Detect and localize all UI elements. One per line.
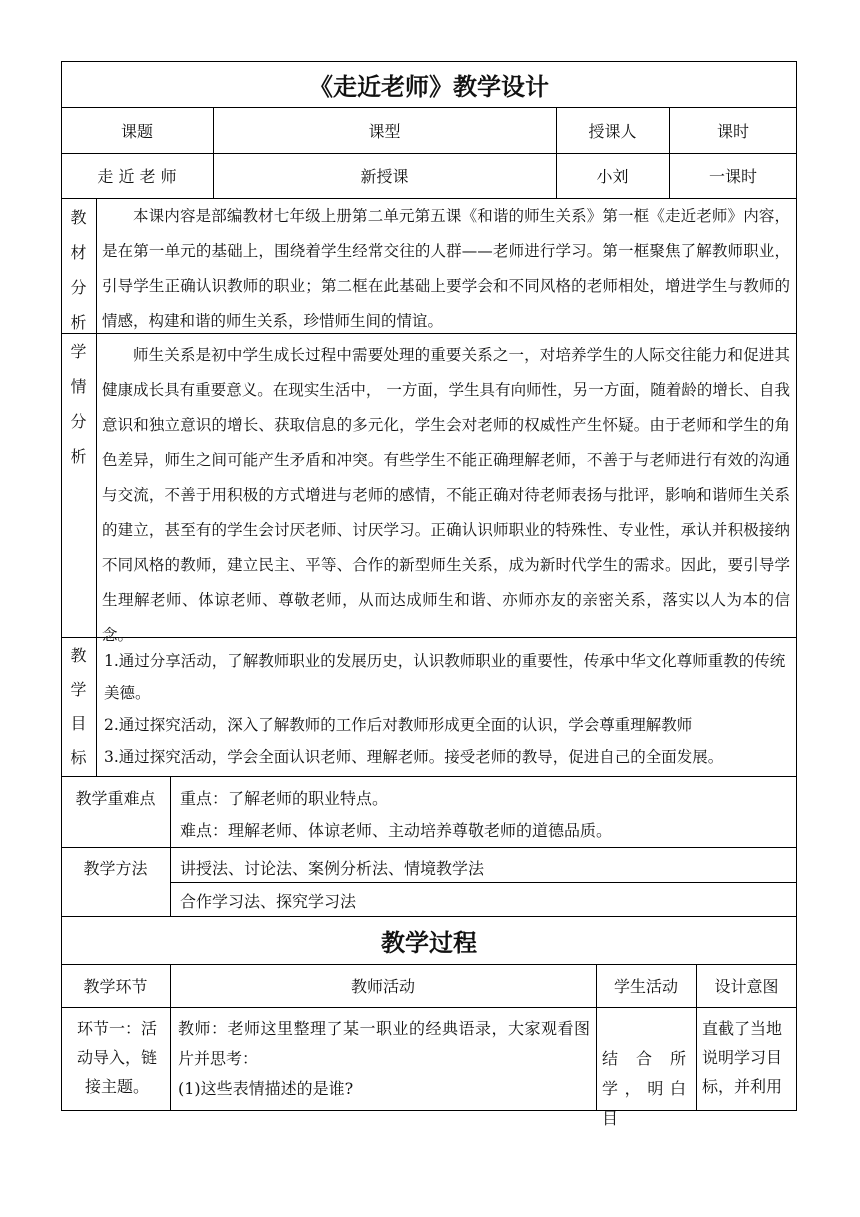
process-title: 教学过程 bbox=[381, 928, 477, 957]
info-topic: 走 近 老 师 bbox=[97, 167, 177, 186]
process-header-step: 教学环节 bbox=[83, 977, 148, 996]
info-teacher: 小刘 bbox=[596, 167, 629, 186]
methods-teach: 讲授法、讨论法、案例分析法、情境教学法 bbox=[180, 859, 485, 878]
process-header-student: 学生活动 bbox=[613, 977, 678, 996]
material-text: 本课内容是部编教材七年级上册第二单元第五课《和谐的师生关系》第一框《走近老师》内容，是在第一单元的基础上，围绕着学生经常交往的人群——老师进行学习。第一框聚焦了解教师职业，引导学生正确认识教师的职业；第二框在此基础上要学会和不同风格的老师相处，增进学生与教师的情感，构建和谐的师生关系，珍惜师生间的情谊。 bbox=[102, 207, 790, 330]
goal-item: 1.通过分享活动，了解教师职业的发展历史，认识教师职业的重要性，传承中华文化尊师重教的传统美德。 bbox=[104, 652, 786, 702]
keypoints-label: 教学重难点 bbox=[75, 789, 156, 808]
info-type: 新授课 bbox=[360, 167, 409, 186]
process-student-1: 结合所学，明白目 bbox=[602, 1049, 690, 1128]
methods-learn: 合作学习法、探究学习法 bbox=[180, 892, 357, 911]
goals-label: 教 学 目 标 bbox=[70, 646, 87, 767]
students-label: 学 情 分 析 bbox=[70, 342, 87, 466]
process-header-teacher: 教师活动 bbox=[350, 977, 415, 996]
header-teacher: 授课人 bbox=[588, 121, 637, 141]
goals-list bbox=[104, 645, 792, 773]
process-teacher-1: 教师：老师这里整理了某一职业的经典语录，大家观看图片并思考： (1)这些表情描述的是谁? bbox=[178, 1019, 590, 1098]
keypoint-difficult: 难点：理解老师、体谅老师、主动培养尊敬老师的道德品质。 bbox=[180, 821, 613, 840]
process-intent-1: 直截了当地说明学习目标，并利用 bbox=[702, 1019, 783, 1096]
process-header-intent: 设计意图 bbox=[714, 977, 779, 996]
header-type: 课型 bbox=[368, 121, 401, 141]
page-title: 《走近老师》教学设计 bbox=[309, 72, 549, 101]
goal-item: 3.通过探究活动，学会全面认识老师、理解老师。接受老师的教导，促进自己的全面发展。 bbox=[104, 748, 724, 766]
goal-item: 2.通过探究活动，深入了解教师的工作后对教师形成更全面的认识，学会尊重理解教师 bbox=[104, 716, 693, 734]
keypoint-key: 重点：了解老师的职业特点。 bbox=[180, 789, 389, 808]
methods-label: 教学方法 bbox=[83, 859, 148, 878]
header-topic: 课题 bbox=[120, 121, 153, 141]
material-label: 教 材 分 析 bbox=[70, 208, 87, 332]
header-hours: 课时 bbox=[716, 121, 749, 141]
info-hours: 一课时 bbox=[708, 167, 757, 186]
process-step-1: 环节一：活动导入，链接主题。 bbox=[76, 1019, 157, 1096]
students-text: 师生关系是初中学生成长过程中需要处理的重要关系之一，对培养学生的人际交往能力和促进其健康成长具有重要意义。在现实生活中， 一方面，学生具有向师性，另一方面，随着龄的增长、自我意识和独立意识的增长、获取信息的多元化，学生会对老师的权威性产生怀疑。由于老师和学生的角色差异，师生之间可能产生矛盾和冲突。有些学生不能正确理解老师，不善于与老师进行有效的沟通与交流，不善于用积极的方式增进与老师的感情，不能正确对待老师表扬与批评，影响和谐师生关系的建立，甚至有的学生会讨厌老师、讨厌学习。正确认识师职业的特殊性、专业性，承认并积极接纳不同风格的教师，建立民主、平等、合作的新型师生关系，成为新时代学生的需求。因此，要引导学生理解老师、体谅老师、尊敬老师，从而达成师生和谐、亦师亦友的亲密关系，落实以人为本的信念。 bbox=[102, 346, 790, 644]
